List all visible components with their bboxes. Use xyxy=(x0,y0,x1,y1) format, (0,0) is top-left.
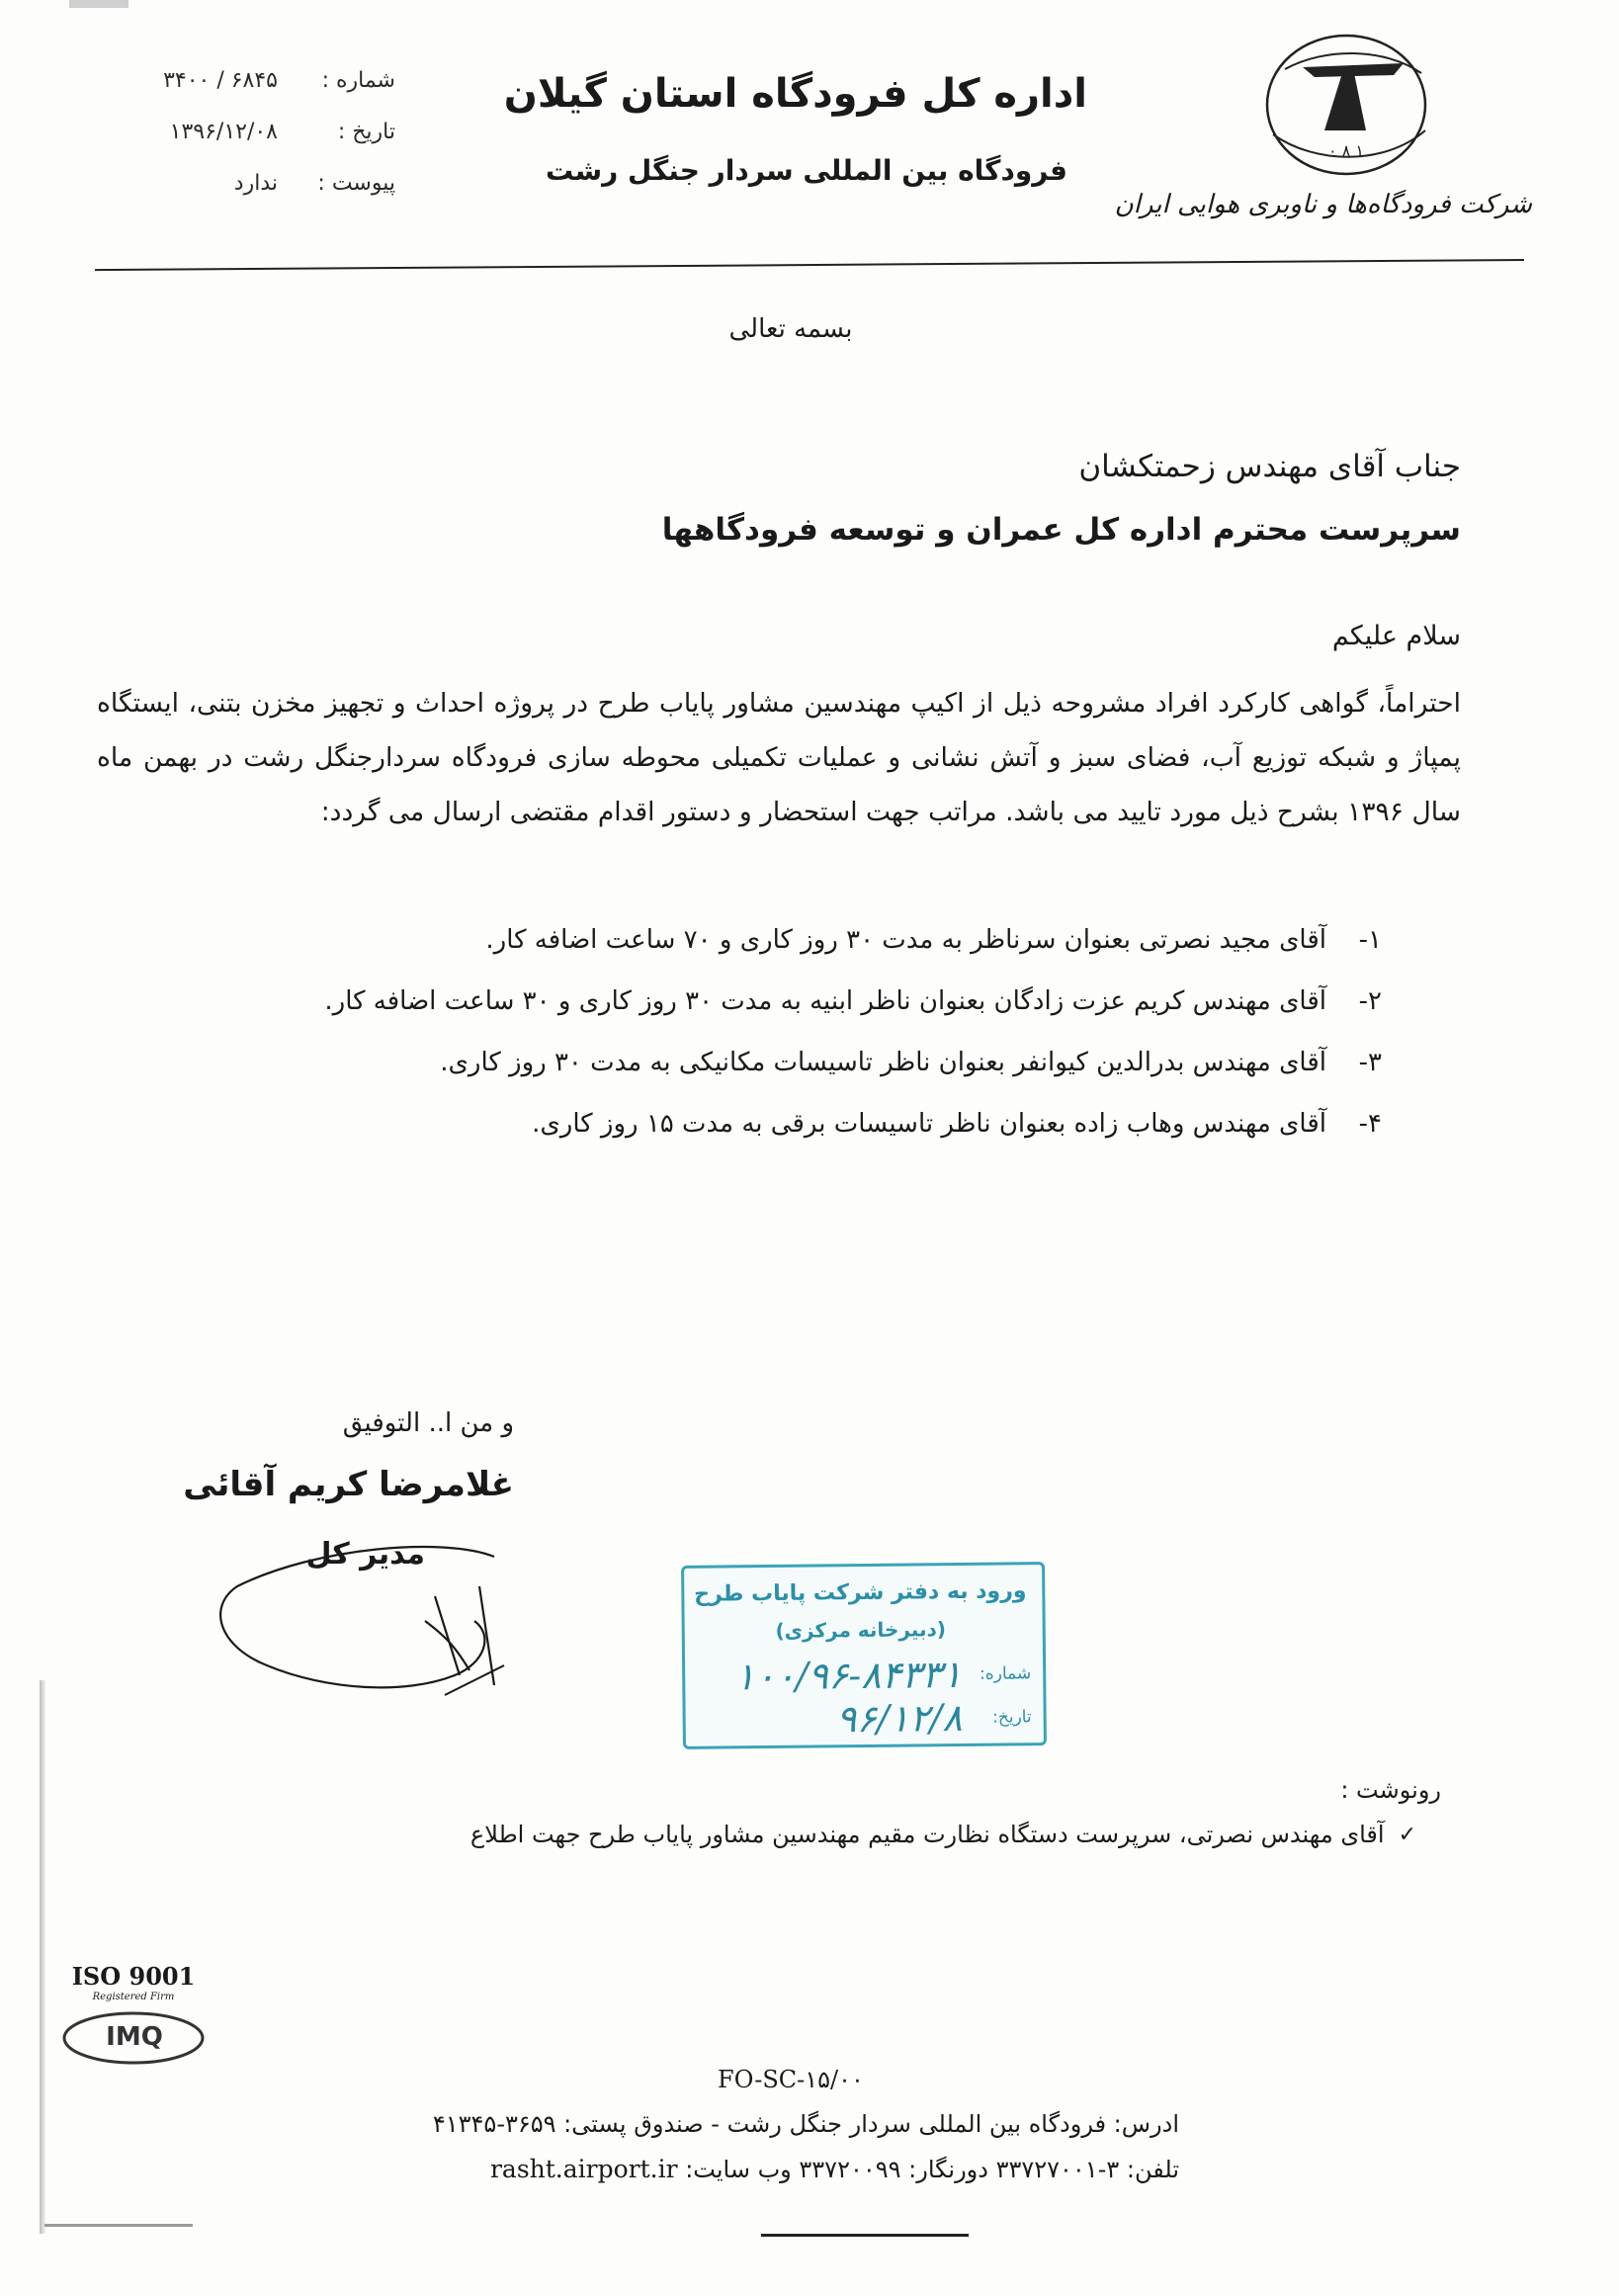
stamp-date-label: تاریخ: xyxy=(991,1707,1032,1728)
list-item xyxy=(166,909,1382,971)
closing-phrase: و من ا.. التوفیق xyxy=(342,1408,514,1438)
cc-bullet-icon: ✓ xyxy=(1398,1822,1416,1847)
addressee-name: جناب آقای مهندس زحمتکشان xyxy=(1078,449,1461,484)
letter-number-value: ۶۸۴۵ / ۳۴۰۰ xyxy=(163,67,278,93)
form-code: FO-SC-۱۵/۰۰ xyxy=(718,2066,864,2093)
cc-recipient xyxy=(379,1821,1416,1848)
list-item xyxy=(166,1032,1382,1093)
scan-edge-left xyxy=(40,1680,45,2234)
list-item-number: ۴- xyxy=(1358,1109,1382,1139)
scan-edge-bottom xyxy=(44,2224,193,2227)
cc-label: رونوشت : xyxy=(1340,1776,1441,1804)
letterhead xyxy=(0,0,1619,297)
organization-title: اداره کل فرودگاه استان گیلان xyxy=(503,71,1087,117)
imq-mark-text: IMQ xyxy=(106,2022,163,2052)
letter-metadata xyxy=(119,54,395,209)
airport-company-logo-icon xyxy=(1255,28,1433,181)
addressee-title: سرپرست محترم اداره کل عمران و توسعه فرودگاهها xyxy=(661,512,1461,548)
handwritten-signature xyxy=(198,1527,534,1715)
list-item-text: آقای مهندس کریم عزت زادگان بعنوان ناظر ابنیه به مدت ۳۰ روز کاری و ۳۰ ساعت اضافه کار. xyxy=(324,986,1326,1016)
list-item xyxy=(166,1093,1382,1154)
letter-attachment-value: ندارد xyxy=(233,170,278,196)
list-item-number: ۲- xyxy=(1358,986,1382,1016)
company-name: شرکت فرودگاه‌ها و ناوبری هوایی ایران xyxy=(1114,190,1532,219)
list-item-number: ۳- xyxy=(1358,1048,1382,1077)
letter-date-row xyxy=(119,106,395,157)
letter-number-row xyxy=(119,54,395,106)
stamp-date-value: ۹۶/۱۲/۸ xyxy=(835,1695,963,1742)
list-item xyxy=(166,971,1382,1032)
iso-certification-title: ISO 9001 xyxy=(71,1962,196,1991)
list-item-text: آقای مجید نصرتی بعنوان سرناظر به مدت ۳۰ روز کاری و ۷۰ ساعت اضافه کار. xyxy=(485,925,1326,955)
letter-date-value: ۱۳۹۶/۱۲/۰۸ xyxy=(169,119,278,144)
letter-body-paragraph: احتراماً، گواهی کارکرد افراد مشروحه ذیل از اکیپ مهندسین مشاور پایاب طرح در پروژه احداث و تجهیز مخزن بتنی، ایستگاه پمپاژ و شبکه توزیع آب، فضای سبز و آتش نشانی و عملیات تکمیلی محوطه سازی فرودگاه سردارجنگل رشت در بهمن ماه سال ۱۳۹۶ بشرح ذیل مورد تایید می باشد. مراتب جهت استحضار و دستور اقدام مقتضی ارسال می گردد: xyxy=(97,688,1461,827)
stamp-number-value: ۱۰۰/۹۶-۸۴۳۳۱ xyxy=(734,1652,963,1699)
signer-name: غلامرضا کریم آقائی xyxy=(183,1465,514,1504)
letter-attachment-label: پیوست : xyxy=(317,170,395,196)
organization-subtitle: فرودگاه بین المللی سردار جنگل رشت xyxy=(545,154,1067,187)
list-item-text: آقای مهندس وهاب زاده بعنوان ناظر تاسیسات برقی به مدت ۱۵ روز کاری. xyxy=(532,1109,1326,1139)
footer-divider xyxy=(761,2234,969,2237)
stamp-number-row xyxy=(691,1652,1031,1699)
letter-number-label: شماره : xyxy=(321,67,395,93)
footer-address: ادرس: فرودگاه بین المللی سردار جنگل رشت - صندوق پستی: ۳۶۵۹-۴۱۳۴۵ xyxy=(432,2110,1179,2138)
cc-recipient-text: آقای مهندس نصرتی، سرپرست دستگاه نظارت مقیم مهندسین مشاور پایاب طرح جهت اطلاع xyxy=(469,1821,1385,1848)
receipt-stamp xyxy=(681,1562,1047,1749)
stamp-heading: ورود به دفتر شرکت پایاب طرح xyxy=(694,1578,1027,1607)
footer-website-link[interactable]: rasht.airport.ir xyxy=(489,2155,678,2183)
list-item-number: ۱- xyxy=(1358,925,1382,955)
bismillah-heading: بسمه تعالی xyxy=(728,314,853,344)
list-item-text: آقای مهندس بدرالدین کیوانفر بعنوان ناظر تاسیسات مکانیکی به مدت ۳۰ روز کاری. xyxy=(440,1048,1326,1077)
stamp-date-row xyxy=(691,1695,1031,1743)
svg-text:۱ ۸ ۰: ۱ ۸ ۰ xyxy=(1328,141,1364,160)
letter-date-label: تاریخ : xyxy=(337,119,395,144)
header-divider xyxy=(95,259,1524,271)
personnel-list xyxy=(166,909,1382,1154)
letter-attachment-row xyxy=(119,157,395,209)
footer-contact xyxy=(290,2155,1179,2183)
iso-certification-subtitle: Registered Firm xyxy=(92,1992,175,2002)
footer-phone-fax: تلفن: ۳-۳۳۷۲۷۰۰۱ دورنگار: ۳۳۷۲۰۰۹۹ وب سایت: xyxy=(685,2156,1179,2183)
stamp-subheading: (دبیرخانه مرکزی) xyxy=(775,1617,947,1643)
signer-title: مدیر کل xyxy=(305,1537,425,1572)
greeting: سلام علیکم xyxy=(1331,621,1461,651)
addressee-block xyxy=(275,435,1461,561)
stamp-number-label: شماره: xyxy=(979,1663,1032,1684)
